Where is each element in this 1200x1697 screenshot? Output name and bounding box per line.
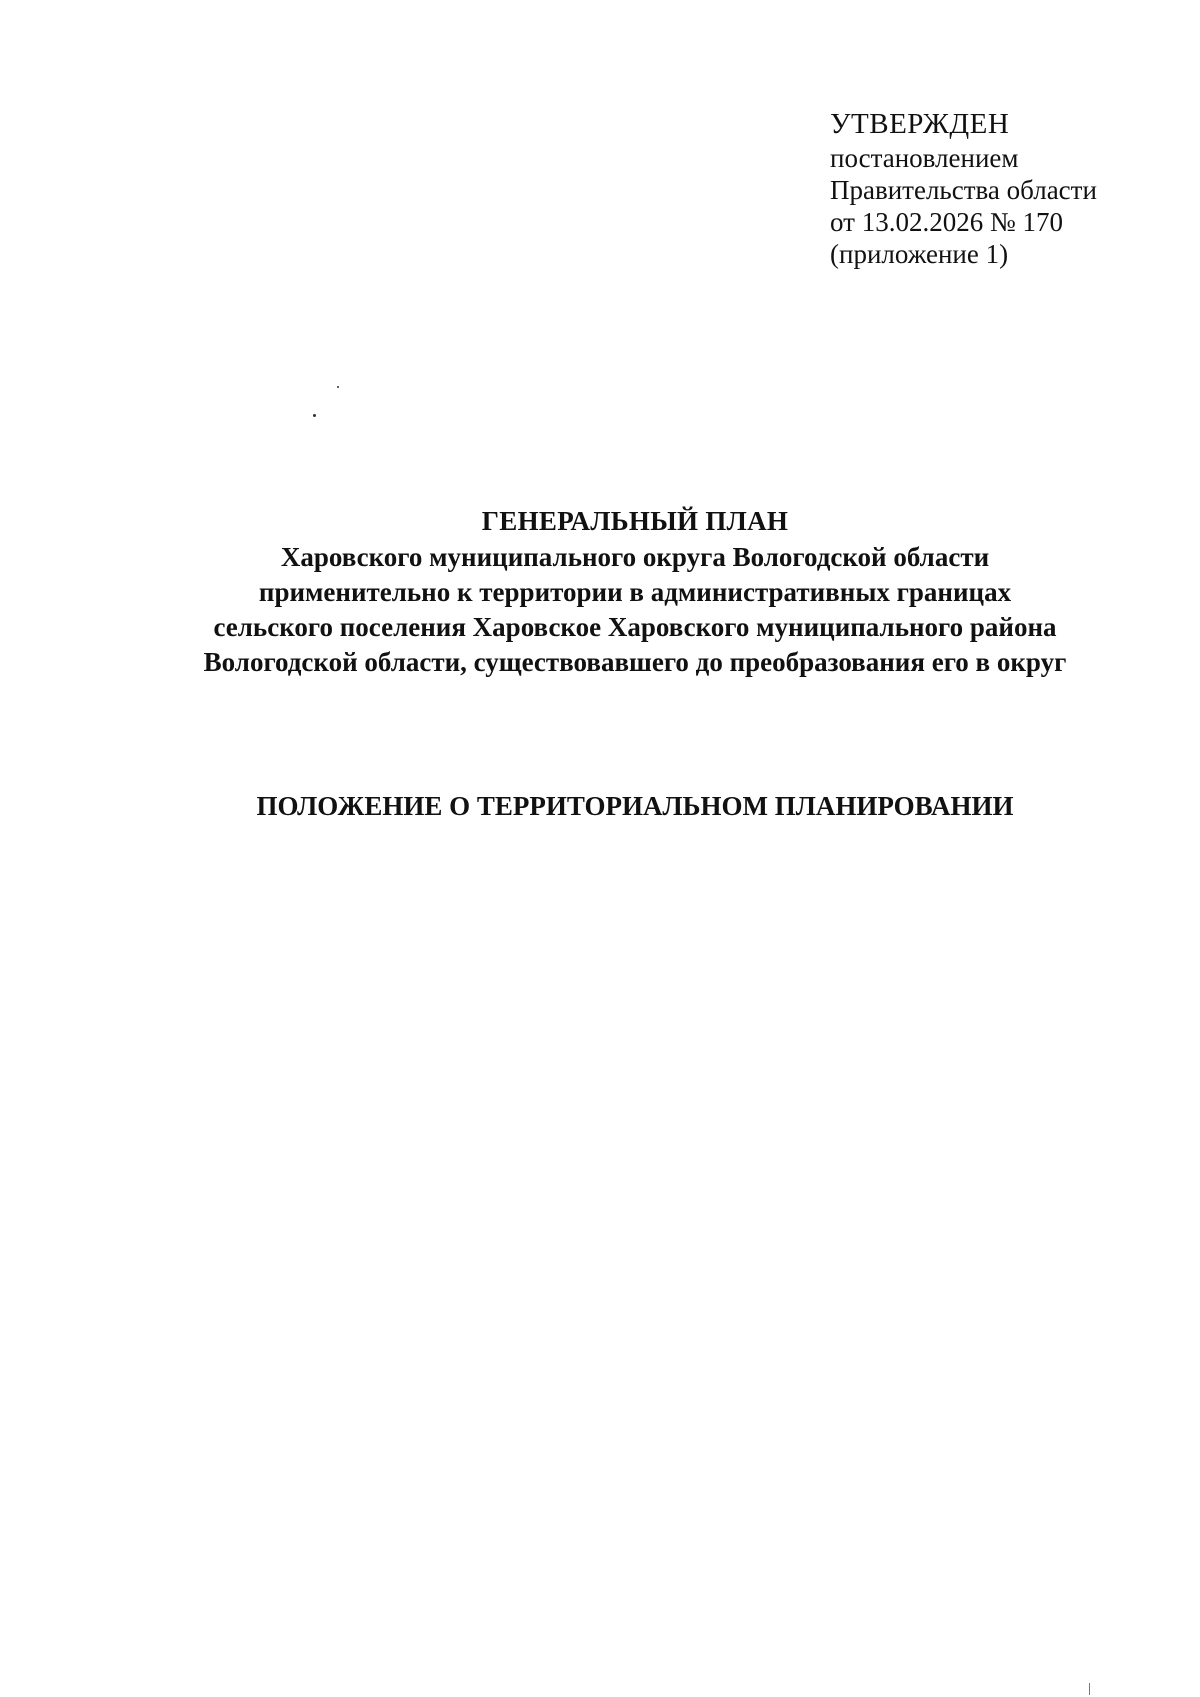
approval-line-1: постановлением (830, 143, 1019, 173)
approval-line-2: Правительства области (830, 175, 1097, 205)
section-heading: ПОЛОЖЕНИЕ О ТЕРРИТОРИАЛЬНОМ ПЛАНИРОВАНИИ (256, 791, 1014, 821)
document-title-block (120, 502, 1150, 680)
title-line-4: Вологодской области, существовавшего до преобразования его в округ (203, 647, 1067, 677)
scan-speck (313, 414, 316, 417)
document-title: ГЕНЕРАЛЬНЫЙ ПЛАН (481, 506, 789, 536)
title-line-2: применительно к территории в административных границах (258, 577, 1012, 607)
approval-stamp (830, 106, 1170, 270)
title-line-3: сельского поселения Харовское Харовского муниципального района (213, 612, 1057, 642)
title-line-1: Харовского муниципального округа Вологодской области (280, 542, 990, 572)
scan-speck (337, 386, 339, 388)
approval-line-3: от 13.02.2026 № 170 (830, 207, 1063, 237)
approval-heading: УТВЕРЖДЕН (830, 108, 1010, 140)
scan-edge-mark (1089, 1683, 1090, 1695)
approval-line-4: (приложение 1) (830, 239, 1009, 269)
